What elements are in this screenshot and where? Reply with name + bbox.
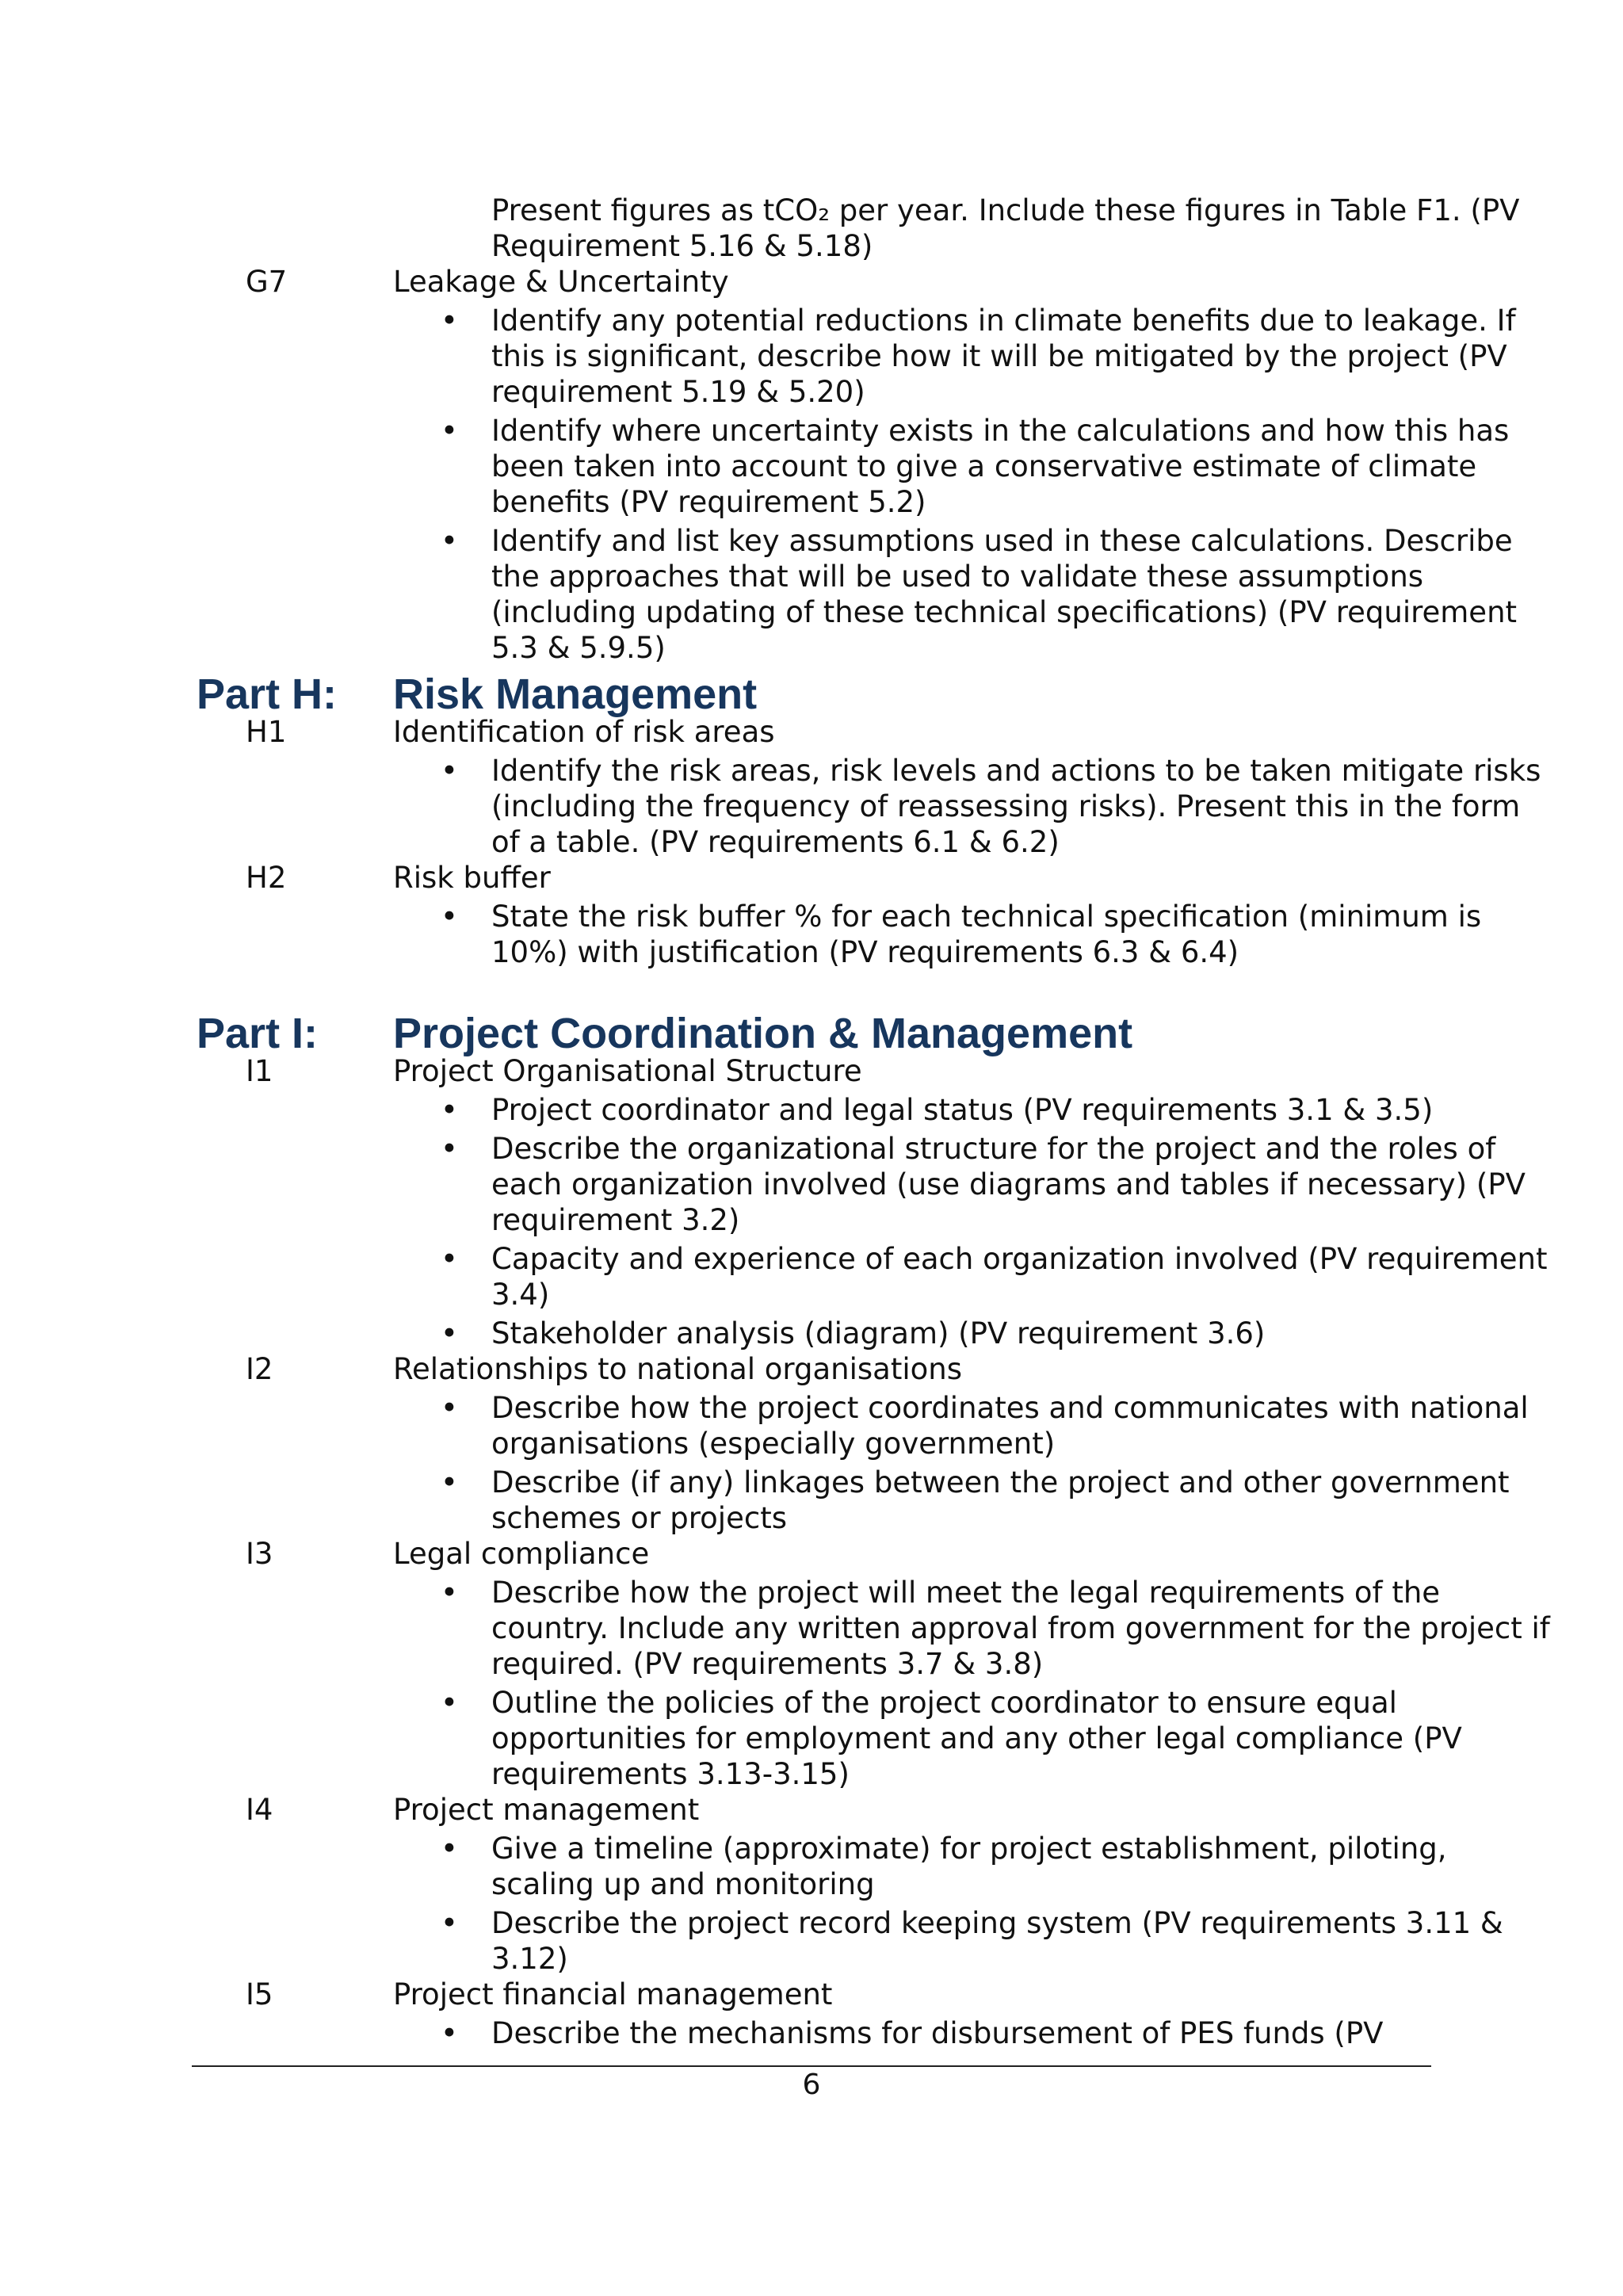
intro-line [0,229,1623,265]
bullet-item-continuation [0,1867,1623,1903]
bullet-icon: • [441,524,458,558]
subsection-title: Legal compliance [393,1537,650,1571]
subsection-heading [0,265,1623,300]
part-h-title: Risk Management [393,670,758,718]
subsection-code: H2 [246,861,287,895]
bullet-item-continuation [0,789,1623,825]
section-i2 [0,1352,1623,1537]
bullet-icon: • [441,304,458,338]
bullet-item [0,1686,1623,1721]
bullet-text-line: requirements 3.13-3.15) [491,1757,850,1791]
bullet-text-line: Capacity and experience of each organization involved (PV requirement [491,1242,1548,1276]
bullet-text-line: Give a timeline (approximate) for project establishment, piloting, [491,1832,1447,1866]
bullet-icon: • [441,414,458,448]
bullet-item-continuation [0,1757,1623,1793]
bullet-text-line: scaling up and monitoring [491,1867,875,1901]
bullet-icon: • [441,1686,458,1720]
bullet-item [0,900,1623,935]
bullet-text-line: Project coordinator and legal status (PV requirements 3.1 & 3.5) [491,1093,1434,1127]
bullet-icon: • [441,1316,458,1350]
bullet-item [0,1465,1623,1501]
bullet-item [0,1391,1623,1427]
subsection-code: H1 [246,715,287,749]
bullet-text-line: 3.12) [491,1942,568,1976]
bullet-icon: • [441,1242,458,1276]
bullet-item [0,1132,1623,1167]
bullet-text-line: country. Include any written approval from government for the project if [491,1611,1550,1645]
subsection-heading [0,861,1623,896]
bullet-item-continuation [0,1427,1623,1462]
subsection-heading [0,1537,1623,1572]
bullet-item-continuation [0,825,1623,861]
document-body [0,193,1623,2052]
bullet-item [0,304,1623,339]
subsection-code: I2 [246,1352,273,1386]
footer-divider [192,2065,1431,2067]
section-i1 [0,1054,1623,1352]
bullet-icon: • [441,1391,458,1425]
bullet-item-continuation [0,339,1623,375]
bullet-icon: • [441,900,458,934]
bullet-item [0,524,1623,560]
section-i3 [0,1537,1623,1793]
section-i5 [0,1977,1623,2052]
subsection-title: Project management [393,1793,700,1827]
subsection-code: I4 [246,1793,273,1827]
subsection-code: I1 [246,1054,273,1088]
bullet-text-line: Identify and list key assumptions used in these calculations. Describe [491,524,1513,558]
bullet-item [0,1242,1623,1278]
part-h-label: Part H: [197,670,338,718]
part-i-title: Project Coordination & Management [393,1010,1133,1057]
bullet-text-line: each organization involved (use diagrams and tables if necessary) (PV [491,1167,1526,1201]
bullet-text-line: required. (PV requirements 3.7 & 3.8) [491,1647,1044,1681]
section-h1 [0,715,1623,861]
bullet-text-line: Identify any potential reductions in climate benefits due to leakage. If [491,304,1516,338]
bullet-text-line: the approaches that will be used to validate these assumptions [491,560,1424,594]
bullet-item [0,1832,1623,1867]
part-i-heading [0,1009,1623,1057]
bullet-text-line: this is significant, describe how it will be mitigated by the project (PV [491,339,1507,373]
bullet-text-line: Stakeholder analysis (diagram) (PV requirement 3.6) [491,1316,1266,1350]
bullet-item [0,2016,1623,2052]
bullet-item-continuation [0,1647,1623,1683]
bullet-text-line: Describe how the project will meet the legal requirements of the [491,1576,1441,1610]
bullet-text-line: 10%) with justification (PV requirements 6.3 & 6.4) [491,935,1239,969]
subsection-code: G7 [246,265,288,299]
intro-text-line-1: Present figures as tCO₂ per year. Include these figures in Table F1. (PV [491,193,1520,227]
subsection-heading [0,1977,1623,2013]
bullet-text-line: (including updating of these technical specifications) (PV requirement [491,595,1518,629]
section-h2 [0,861,1623,971]
bullet-item [0,754,1623,789]
bullet-item-continuation [0,1942,1623,1977]
bullet-text-line: benefits (PV requirement 5.2) [491,485,926,519]
bullet-text-line: Identify where uncertainty exists in the calculations and how this has [491,414,1510,448]
bullet-text-line: State the risk buffer % for each technical specification (minimum is [491,900,1482,934]
intro-text-line-2: Requirement 5.16 & 5.18) [491,229,873,263]
bullet-text-line: requirement 5.19 & 5.20) [491,375,865,409]
subsection-title: Project financial management [393,1977,833,2011]
bullet-icon: • [441,1906,458,1940]
bullet-item [0,414,1623,449]
bullet-item-continuation [0,935,1623,971]
bullet-text-line: of a table. (PV requirements 6.1 & 6.2) [491,825,1060,859]
subsection-heading [0,1793,1623,1828]
subsection-title: Project Organisational Structure [393,1054,862,1088]
subsection-code: I5 [246,1977,273,2011]
page-number: 6 [802,2069,821,2101]
part-h-heading [0,670,1623,718]
subsection-heading [0,1352,1623,1388]
bullet-icon: • [441,1132,458,1166]
bullet-text-line: Outline the policies of the project coordinator to ensure equal [491,1686,1397,1720]
bullet-item-continuation [0,631,1623,667]
bullet-item [0,1576,1623,1611]
part-i-label: Part I: [197,1010,319,1057]
bullet-item-continuation [0,1501,1623,1537]
bullet-item-continuation [0,595,1623,631]
bullet-item-continuation [0,560,1623,595]
subsection-title: Relationships to national organisations [393,1352,962,1386]
bullet-icon: • [441,1576,458,1610]
bullet-text-line: Describe the mechanisms for disbursement of PES funds (PV [491,2016,1384,2050]
bullet-item [0,1316,1623,1352]
bullet-text-line: 5.3 & 5.9.5) [491,631,666,665]
bullet-text-line: Describe how the project coordinates and communicates with national [491,1391,1529,1425]
bullet-icon: • [441,2016,458,2050]
bullet-item-continuation [0,449,1623,485]
bullet-text-line: opportunities for employment and any other legal compliance (PV [491,1721,1462,1755]
subsection-heading [0,1054,1623,1090]
bullet-item [0,1906,1623,1942]
bullet-text-line: (including the frequency of reassessing risks). Present this in the form [491,789,1521,823]
subsection-title: Identification of risk areas [393,715,775,749]
subsection-title: Risk buffer [393,861,551,895]
bullet-text-line: 3.4) [491,1278,550,1312]
subsection-title: Leakage & Uncertainty [393,265,729,299]
bullet-icon: • [441,1465,458,1499]
intro-line [0,193,1623,229]
bullet-text-line: schemes or projects [491,1501,787,1535]
section-i4 [0,1793,1623,1977]
bullet-item-continuation [0,1721,1623,1757]
bullet-icon: • [441,754,458,788]
bullet-text-line: Describe the project record keeping system (PV requirements 3.11 & [491,1906,1503,1940]
subsection-code: I3 [246,1537,273,1571]
bullet-icon: • [441,1832,458,1866]
section-g7 [0,265,1623,667]
bullet-item-continuation [0,375,1623,411]
bullet-text-line: Describe the organizational structure for the project and the roles of [491,1132,1496,1166]
bullet-item [0,1093,1623,1129]
subsection-heading [0,715,1623,751]
bullet-icon: • [441,1093,458,1127]
bullet-text-line: Describe (if any) linkages between the project and other government [491,1465,1510,1499]
bullet-item-continuation [0,1278,1623,1313]
bullet-text-line: requirement 3.2) [491,1203,740,1237]
bullet-item-continuation [0,485,1623,521]
bullet-text-line: been taken into account to give a conservative estimate of climate [491,449,1477,483]
bullet-item-continuation [0,1611,1623,1647]
bullet-text-line: organisations (especially government) [491,1427,1056,1461]
bullet-text-line: Identify the risk areas, risk levels and actions to be taken mitigate risks [491,754,1541,788]
bullet-item-continuation [0,1167,1623,1203]
bullet-item-continuation [0,1203,1623,1239]
